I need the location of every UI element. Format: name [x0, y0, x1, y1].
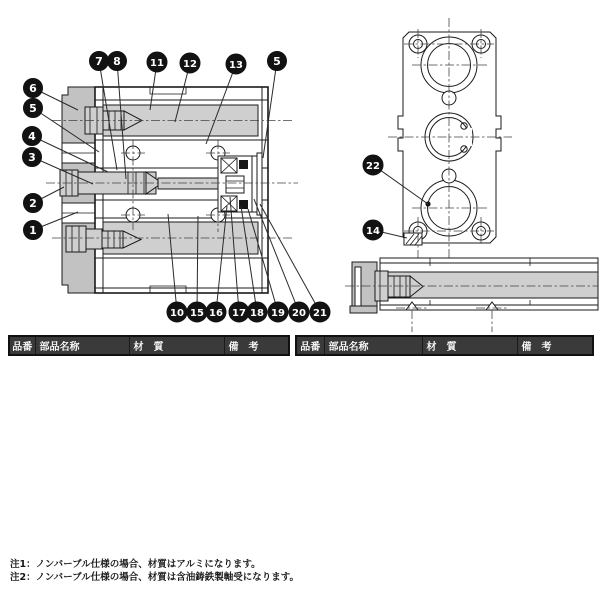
balloon-number: 2 [29, 196, 37, 210]
parts-table-left-header [9, 336, 289, 355]
balloon-number: 21 [313, 307, 327, 319]
balloon-number: 4 [28, 129, 36, 143]
rod-nut [226, 176, 244, 193]
header-row [296, 336, 593, 355]
column-header: 備 考 [517, 336, 593, 355]
header-row [9, 336, 289, 355]
end-view-outline [398, 32, 501, 243]
column-header: 備 考 [224, 336, 289, 355]
balloon-number: 16 [209, 307, 223, 319]
balloon-number: 20 [292, 307, 306, 319]
column-header: 部品名称 [35, 336, 129, 355]
balloon-number: 17 [232, 307, 246, 319]
balloon-number: 13 [229, 59, 243, 71]
balloon-number: 11 [150, 57, 164, 69]
leader-line-5 [263, 61, 277, 158]
leader-line-20 [254, 199, 299, 312]
parts-table-left [8, 335, 290, 356]
balloon-number: 5 [273, 54, 281, 68]
column-header: 材 質 [422, 336, 517, 355]
balloon-number: 10 [170, 307, 184, 319]
piston-assembly [218, 153, 262, 215]
column-header: 品番 [9, 336, 35, 355]
balloon-number: 14 [366, 225, 380, 237]
balloon-number: 3 [28, 150, 36, 164]
footnote-1: 注1：ノンバーブル仕様の場合、材質はアルミになります。 [10, 559, 261, 570]
balloon-number: 22 [366, 160, 380, 172]
balloon-number: 18 [250, 307, 264, 319]
leader-line-19 [248, 209, 278, 312]
magnet-bottom [239, 200, 248, 209]
balloon-number: 6 [29, 81, 37, 95]
balloon-number: 8 [113, 54, 121, 68]
footnote-2: 注2：ノンバーブル仕様の場合、材質は含油鋳鉄製軸受になります。 [10, 572, 299, 583]
leader-line-21 [260, 204, 320, 312]
column-header: 材 質 [129, 336, 224, 355]
tube-notch-top [150, 87, 186, 94]
balloon-number: 1 [29, 223, 37, 237]
side-view [345, 258, 598, 332]
balloon-number: 12 [183, 58, 197, 70]
column-header: 部品名称 [324, 336, 422, 355]
side-plate-foot [350, 306, 377, 313]
balloon-number: 15 [190, 307, 204, 319]
tube-notch-bottom [150, 286, 186, 293]
balloon-number: 7 [95, 54, 103, 68]
side-plate-slot [355, 267, 361, 307]
plug [404, 233, 422, 245]
column-header: 品番 [296, 336, 324, 355]
balloon-number: 5 [29, 101, 37, 115]
balloon-number: 19 [271, 307, 285, 319]
parts-table-right-header [296, 336, 593, 355]
parts-table-right [295, 335, 594, 356]
end-view [388, 18, 512, 262]
magnet-top [239, 160, 248, 169]
